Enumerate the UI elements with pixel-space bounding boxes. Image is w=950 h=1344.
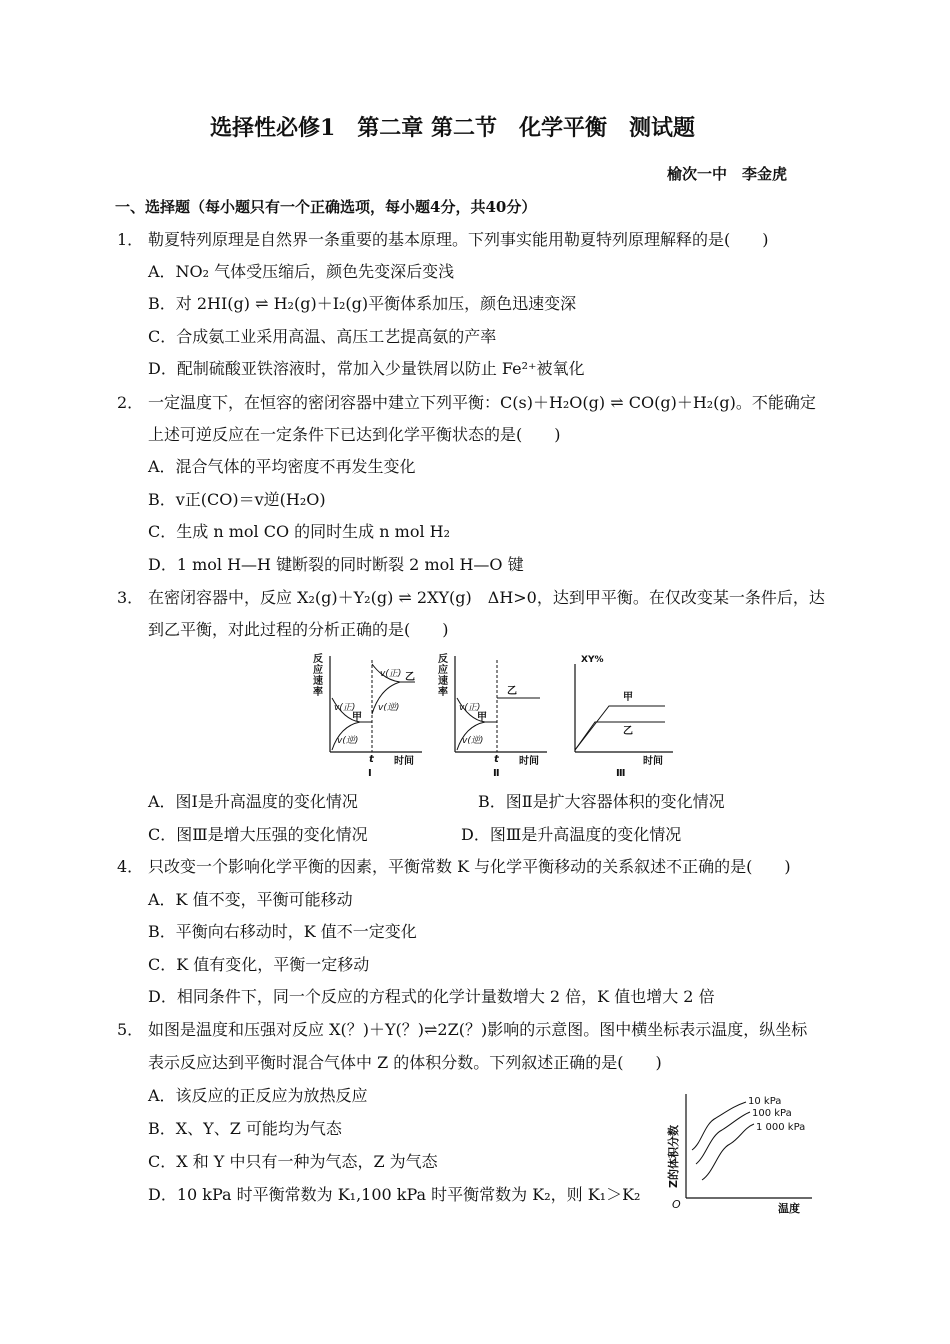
graph-1-time-label: 时间 [394, 756, 414, 767]
graph-3-yi-label: 乙 [623, 726, 633, 737]
q1-option-b: B．对 2HI(g) ⇌ H₂(g)＋I₂(g)平衡体系加压，颜色迅速变深 [148, 294, 577, 313]
q1-option-a: A．NO₂ 气体受压缩后，颜色先变深后变浅 [148, 262, 455, 281]
q2-stem-line1: 一定温度下，在恒容的密闭容器中建立下列平衡：C(s)＋H₂O(g) ⇌ CO(g)＋H₂(g)。不能确定 [148, 393, 816, 412]
q5-stem-line1: 如图是温度和压强对反应 X(？)＋Y(？)⇌2Z(？)影响的示意图。图中横坐标表示温度，纵坐标 [148, 1020, 808, 1039]
q5-chart-curve-10kpa [692, 1102, 746, 1150]
q5-chart-label-10kpa: 10 kPa [748, 1096, 782, 1107]
q3-option-a: A．图Ⅰ是升高温度的变化情况 [148, 792, 358, 811]
q2-number: 2． [117, 393, 144, 412]
q3-option-c: C．图Ⅲ是增大压强的变化情况 [148, 825, 368, 844]
graph-3-ylabel: XY% [581, 655, 604, 665]
q3-option-d: D．图Ⅲ是升高温度的变化情况 [461, 825, 682, 844]
q5-chart-label-100kpa: 100 kPa [752, 1108, 792, 1119]
q5-chart-curve-1000kpa [702, 1124, 754, 1180]
q4-option-d: D．相同条件下，同一个反应的方程式的化学计量数增大 2 倍，K 值也增大 2 倍 [148, 987, 715, 1006]
graph-2-v-rev-label: v(逆) [462, 736, 484, 746]
q5-stem-line2: 表示反应达到平衡时混合气体中 Z 的体积分数。下列叙述正确的是( ) [148, 1053, 662, 1072]
q5-chart [662, 1088, 822, 1218]
q2-option-c: C．生成 n mol CO 的同时生成 n mol H₂ [148, 522, 451, 541]
graph-2-ylabel-3: 速 [438, 676, 448, 687]
graph-1-yi-label: 乙 [405, 672, 415, 683]
graph-2-t-label: t [494, 754, 499, 765]
graph-2-v-fwd-label: v(正) [459, 703, 481, 713]
q1-stem: 勒夏特列原理是自然界一条重要的基本原理。下列事实能用勒夏特列原理解释的是( ) [148, 230, 769, 249]
graph-2-ylabel-2: 应 [438, 665, 448, 676]
q3-stem-line2: 到乙平衡，对此过程的分析正确的是( ) [148, 620, 449, 639]
graph-3-yi-curve [575, 722, 665, 750]
q4-option-c: C．K 值有变化，平衡一定移动 [148, 955, 370, 974]
q2-option-d: D．1 mol H—H 键断裂的同时断裂 2 mol H—O 键 [148, 555, 524, 574]
q3-number: 3． [117, 588, 144, 607]
graph-3-jia-curve [575, 706, 665, 750]
graph-3-time-label: 时间 [643, 756, 663, 767]
graph-1-v-rev-label-2: v(逆) [378, 703, 400, 713]
q5-option-c: C．X 和 Y 中只有一种为气态，Z 为气态 [148, 1152, 438, 1171]
graph-1-v-rev-label: v(逆) [337, 736, 359, 746]
q5-chart-origin: O [672, 1198, 681, 1211]
q5-option-b: B．X、Y、Z 可能均为气态 [148, 1119, 342, 1138]
graph-2-ylabel-1: 反 [438, 654, 448, 665]
q5-chart-label-1000kpa: 1 000 kPa [756, 1122, 806, 1133]
graph-1-v-fwd-label: v(正) [334, 703, 356, 713]
q2-option-a: A．混合气体的平均密度不再发生变化 [148, 457, 416, 476]
q1-number: 1． [117, 230, 144, 249]
q3-option-b: B．图Ⅱ是扩大容器体积的变化情况 [478, 792, 725, 811]
q2-stem-line2: 上述可逆反应在一定条件下已达到化学平衡状态的是( ) [148, 425, 561, 444]
graph-3-numeral: Ⅲ [616, 768, 626, 779]
graph-1-v-fwd-label-2: v(正) [380, 669, 402, 679]
q5-chart-curve-100kpa [696, 1112, 750, 1164]
q4-stem: 只改变一个影响化学平衡的因素，平衡常数 K 与化学平衡移动的关系叙述不正确的是( ) [148, 857, 791, 876]
q4-option-b: B．平衡向右移动时，K 值不一定变化 [148, 922, 417, 941]
q4-option-a: A．K 值不变，平衡可能移动 [148, 890, 353, 909]
graph-2-jia-label: 甲 [477, 712, 487, 723]
graph-2-numeral: Ⅱ [493, 768, 500, 779]
page-title: 选择性必修1 第二章 第二节 化学平衡 测试题 [210, 115, 695, 141]
graph-3 [565, 650, 685, 778]
graph-2-yi-label: 乙 [507, 686, 517, 697]
author: 榆次一中 李金虎 [667, 165, 788, 183]
q2-option-b: B．v正(CO)＝v逆(H₂O) [148, 490, 326, 509]
graph-1-t-label: t [369, 754, 374, 765]
graph-1-ylabel-4: 率 [313, 687, 323, 698]
graph-1-ylabel-1: 反 [313, 654, 323, 665]
q4-number: 4． [117, 857, 144, 876]
graph-1 [310, 650, 430, 778]
q3-stem-line1: 在密闭容器中，反应 X₂(g)＋Y₂(g) ⇌ 2XY(g) ΔH>0，达到甲平衡。在仅改变某一条件后，达 [148, 588, 825, 607]
q1-option-c: C．合成氨工业采用高温、高压工艺提高氨的产率 [148, 327, 497, 346]
q1-option-d: D．配制硫酸亚铁溶液时，常加入少量铁屑以防止 Fe²⁺被氧化 [148, 359, 585, 378]
q5-chart-xlabel: 温度 [778, 1202, 800, 1215]
graph-1-ylabel-2: 应 [313, 665, 323, 676]
q5-chart-ylabel: Z的体积分数 [667, 1125, 680, 1188]
q5-number: 5． [117, 1020, 144, 1039]
section-heading: 一、选择题（每小题只有一个正确选项，每小题4分，共40分） [115, 198, 537, 216]
q5-option-a: A．该反应的正反应为放热反应 [148, 1086, 368, 1105]
q5-option-d: D．10 kPa 时平衡常数为 K₁,100 kPa 时平衡常数为 K₂，则 K₁＞K₂ [148, 1185, 641, 1204]
graph-2 [435, 650, 555, 778]
graph-3-jia-label: 甲 [623, 692, 633, 703]
graph-1-jia-label: 甲 [352, 712, 362, 723]
graph-1-ylabel-3: 速 [313, 676, 323, 687]
graph-2-ylabel-4: 率 [438, 687, 448, 698]
graph-2-time-label: 时间 [519, 756, 539, 767]
graph-1-numeral: Ⅰ [368, 768, 372, 779]
